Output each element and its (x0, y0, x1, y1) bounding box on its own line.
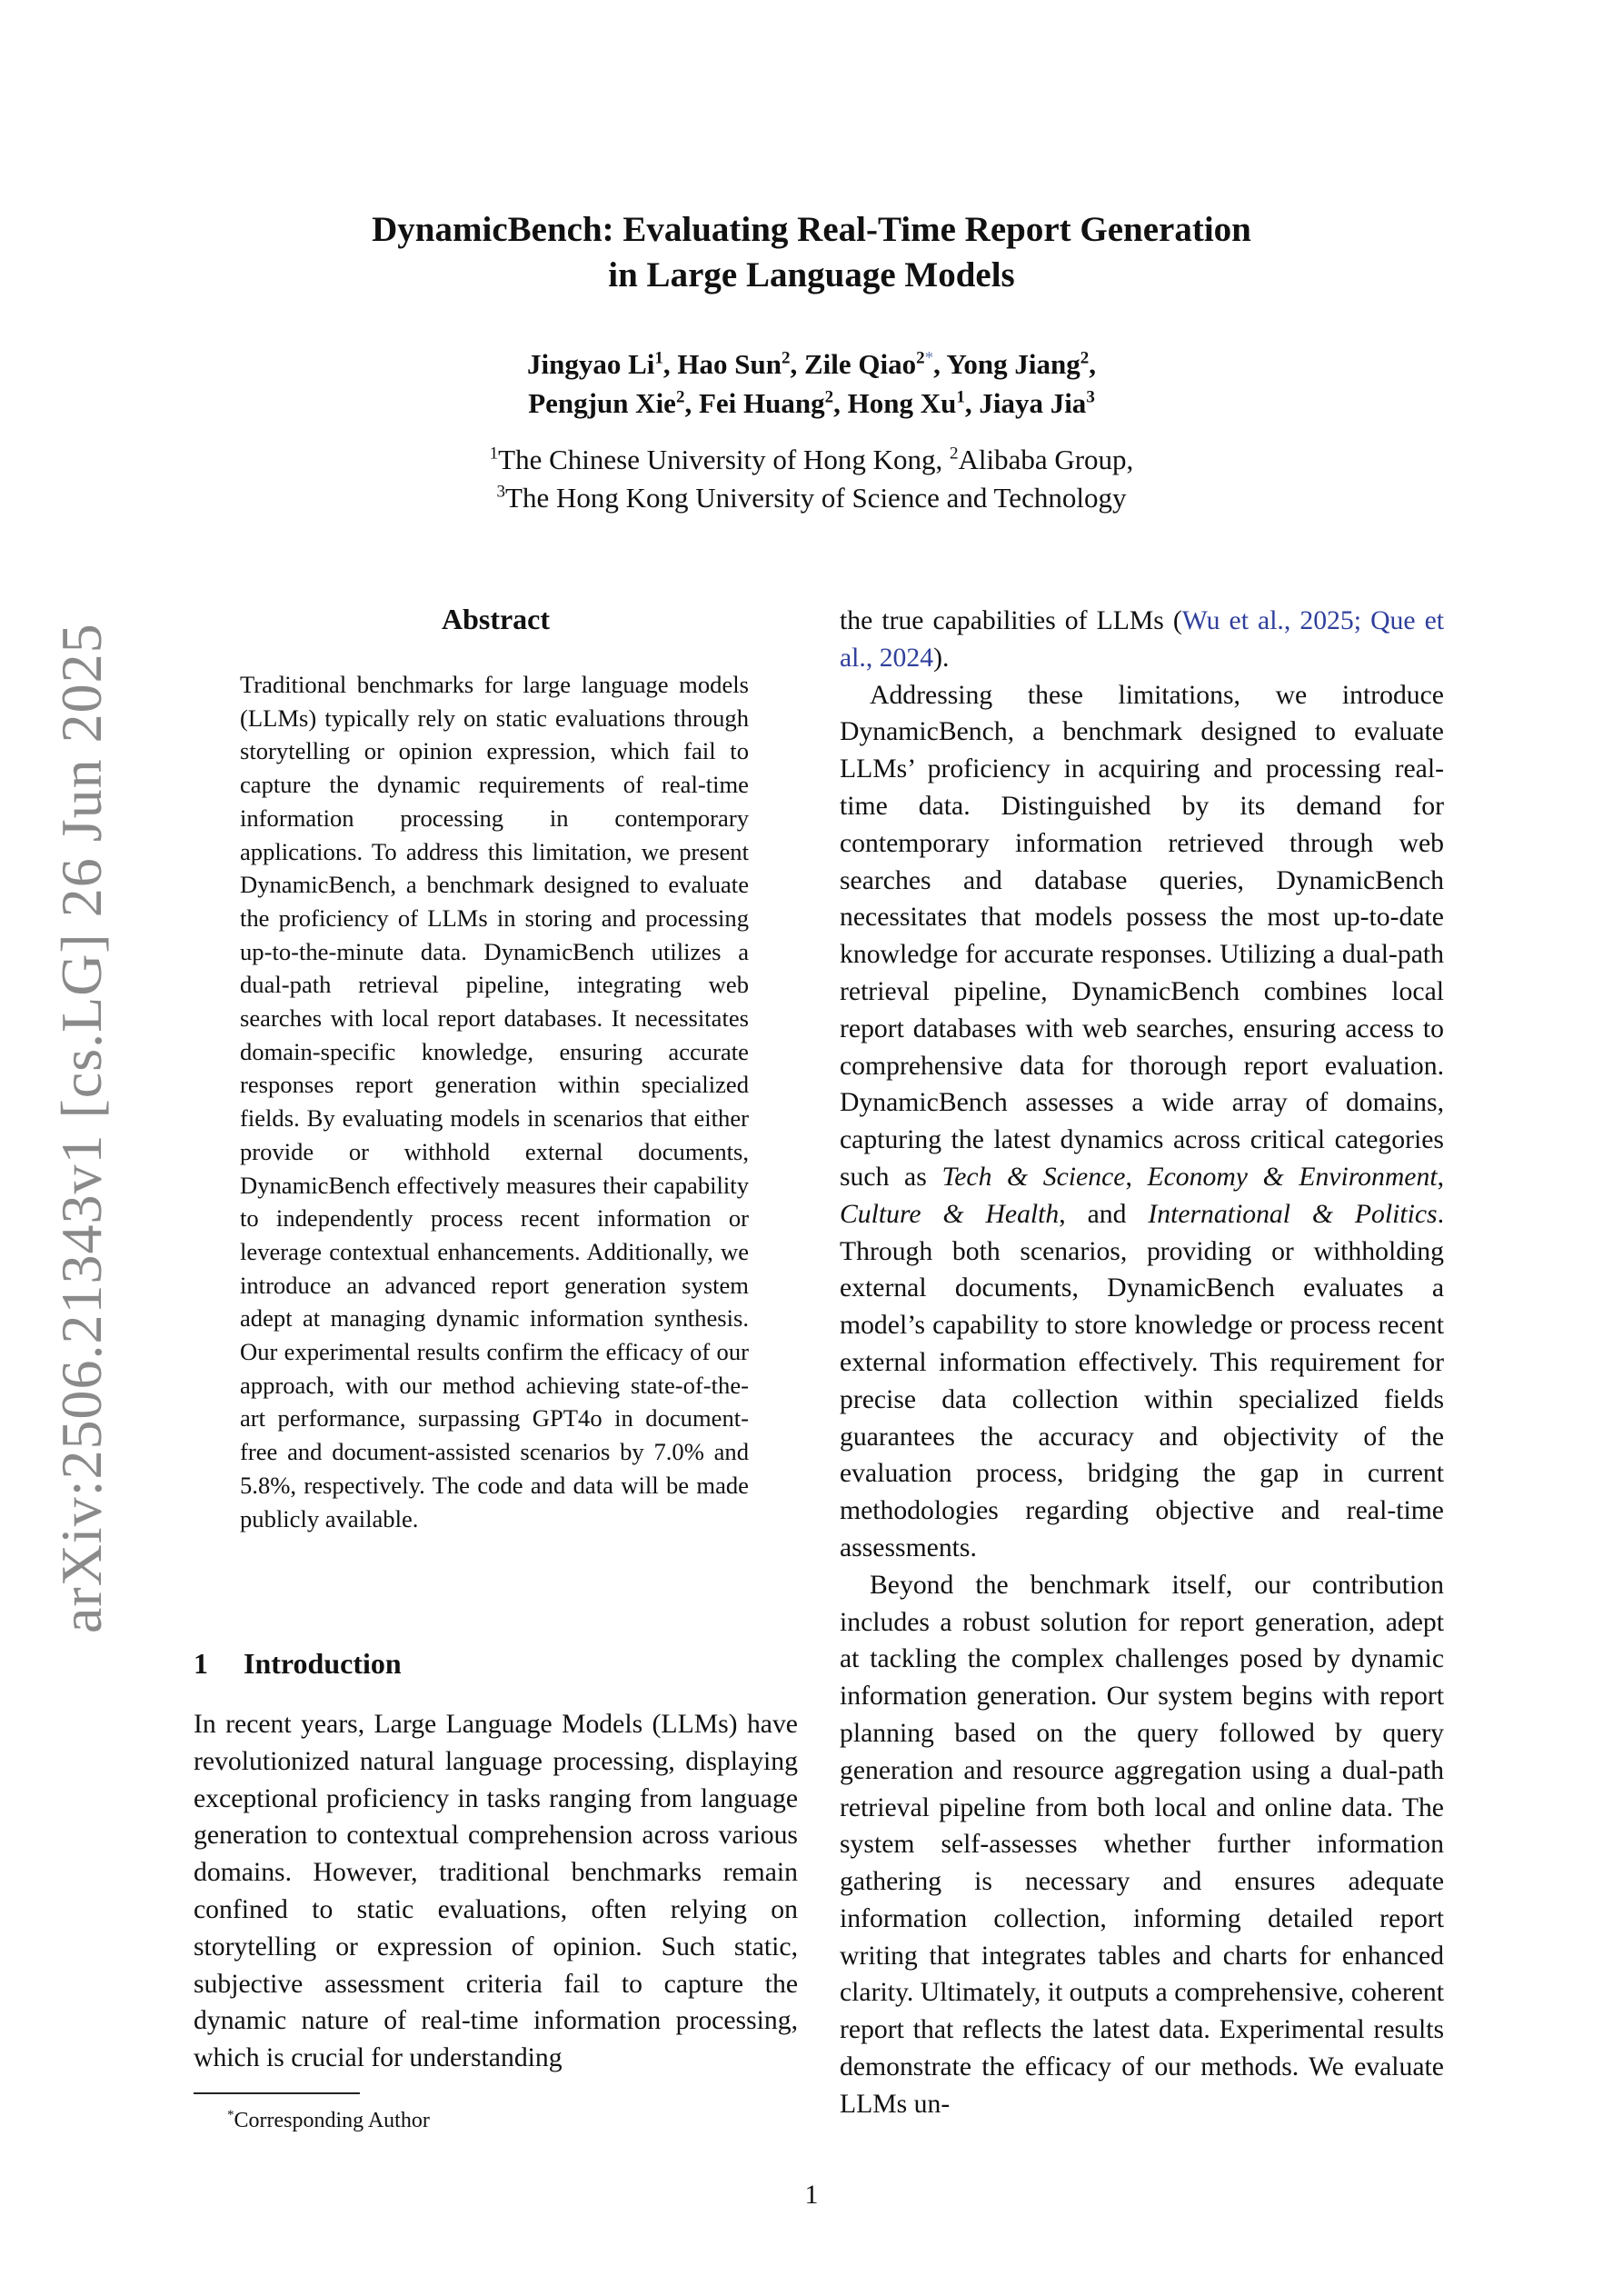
continued-paragraph: the true capabilities of LLMs (Wu et al., 2025; Que et al., 2024). (840, 606, 1445, 673)
author-affiliation-mark: 1 (654, 348, 663, 368)
affiliation-line-2: $^3$The Hong Kong University of Science and Technology (496, 482, 1127, 514)
author-name: Hao Sun (677, 348, 782, 380)
right-column (840, 603, 1444, 2123)
category-name: Tech & Science (941, 1162, 1126, 1192)
author-affiliation-mark: 2 (824, 387, 834, 407)
author-line-2: Pengjun Xie$^2$, Fei Huang$^2$, Hong Xu$^1$, Jiaya Jia$^3$ (528, 387, 1095, 419)
affiliations (0, 441, 1623, 517)
citation-link[interactable]: Que et al., 2024 (840, 606, 1445, 673)
author-affiliation-mark: 2 (1080, 348, 1090, 368)
author-name: Fei Huang (698, 387, 825, 419)
affiliation-name: Alibaba Group, (958, 444, 1134, 475)
category-name: International & Politics (1148, 1199, 1438, 1229)
author-affiliation-mark: 2 (675, 387, 685, 407)
affiliation-name: The Chinese University of Hong Kong, (498, 444, 950, 475)
author-line-1: Jingyao Li$^1$, Hao Sun$^2$, Zile Qiao$^{2*}$, Yong Jiang$^2$, (526, 348, 1097, 380)
citation-link[interactable]: Wu et al., 2025 (1181, 606, 1354, 635)
author-affiliation-mark: 1 (956, 387, 965, 407)
footnote-divider (194, 2092, 360, 2094)
section-title: Introduction (244, 1647, 402, 1680)
author-name: Zile Qiao (803, 348, 917, 380)
section-number: 1 (194, 1647, 208, 1680)
footnote-mark: * (227, 2108, 234, 2122)
arxiv-identifier-stamp: arXiv:2506.21343v1 [cs.LG] 26 Jun 2025 (49, 623, 114, 1633)
affiliation-line-1: $^1$The Chinese University of Hong Kong, $^2$Alibaba Group, (489, 444, 1134, 475)
author-affiliation-mark: 3 (1086, 387, 1095, 407)
section-heading-introduction (194, 1647, 402, 1681)
affiliation-name: The Hong Kong University of Science and Technology (505, 482, 1127, 514)
corresponding-author-mark: * (924, 348, 934, 368)
author-name: Hong Xu (847, 387, 957, 419)
paragraph-dynamicbench: Addressing these limitations, we introduce DynamicBench, a benchmark designed to evaluate LLMs’ proficiency in acquiring and processing real-time data. Distinguished by its demand for contemporary information retrieved through web searches and database queries, DynamicBench necessitates that models possess the most up-to-date knowledge for accurate responses. Utilizing a dual-path retrieval pipeline, DynamicBench combines local report databases with web searches, ensuring access to comprehensive data for thorough report evaluation. DynamicBench assesses a wide array of domains, capturing the latest dynamics across critical categories such as Tech & Science, Economy & Environment, Culture & Health, and International & Politics. Through both scenarios, providing or withholding external documents, DynamicBench evaluates a model’s capability to store knowledge or process recent external information effectively. This requirement for precise data collection within specialized fields guarantees the accuracy and objectivity of the evaluation process, bridging the gap in current methodologies regarding objective and real-time assessments. (840, 680, 1444, 1562)
author-name: Yong Jiang (946, 348, 1080, 380)
page-number: 1 (804, 2180, 819, 2210)
introduction-paragraph: In recent years, Large Language Models (LLMs) have revolutionized natural language processing, displaying exceptional proficiency in tasks ranging from language generation to contextual comprehension across various domains. However, traditional benchmarks remain confined to static evaluations, often relying on storytelling or expression of opinion. Such static, subjective assessment criteria fail to capture the dynamic nature of real-time information processing, which is crucial for understanding (194, 1710, 798, 2073)
abstract-body: Traditional benchmarks for large language models (LLMs) typically rely on static evaluations through storytelling or opinion expression, which fail to capture the dynamic requirements of real-time information processing in contemporary applications. To address this limitation, we present DynamicBench, a benchmark designed to evaluate the proficiency of LLMs in storing and processing up-to-the-minute data. DynamicBench utilizes a dual-path retrieval pipeline, integrating web searches with local report databases. It necessitates domain-specific knowledge, ensuring accurate responses report generation within specialized fields. By evaluating models in scenarios that either provide or withhold external documents, DynamicBench effectively measures their capability to independently process recent information or leverage contextual enhancements. Additionally, we introduce an advanced report generation system adept at managing dynamic information synthesis. Our experimental results confirm the efficacy of our approach, with our method achieving state-of-the-art performance, surpassing GPT4o in document-free and document-assisted scenarios by 7.0% and 5.8%, respectively. The code and data will be made publicly available. (240, 671, 749, 1532)
category-name: Culture & Health (840, 1199, 1060, 1229)
author-list (0, 344, 1623, 423)
paragraph-contribution: Beyond the benchmark itself, our contribution includes a robust solution for report generation, adept at tackling the complex challenges posed by dynamic information generation. Our system begins with report planning based on the query followed by query generation and resource aggregation using a dual-path retrieval pipeline from both local and online data. The system self-assesses whether further information gathering is necessary and ensures adequate information collection, informing detailed report writing that integrates tables and charts for enhanced clarity. Ultimately, it outputs a comprehensive, coherent report that reflects the latest data. Experimental results demonstrate the efficacy of our methods. We evaluate LLMs un- (840, 1570, 1444, 2119)
category-name: Economy & Environment (1147, 1162, 1438, 1192)
footnote-text: Corresponding Author (234, 2109, 430, 2132)
paper-title (0, 207, 1623, 298)
author-name: Pengjun Xie (528, 387, 676, 419)
author-name: Jiaya Jia (979, 387, 1087, 419)
title-line-2: in Large Language Models (608, 255, 1015, 294)
author-affiliation-mark: 2* (916, 348, 934, 368)
footnote (227, 2100, 430, 2136)
title-line-1: DynamicBench: Evaluating Real-Time Report Generation (372, 210, 1251, 249)
abstract-heading: Abstract (441, 603, 551, 635)
author-name: Jingyao Li (526, 348, 655, 380)
author-affiliation-mark: 2 (781, 348, 791, 368)
